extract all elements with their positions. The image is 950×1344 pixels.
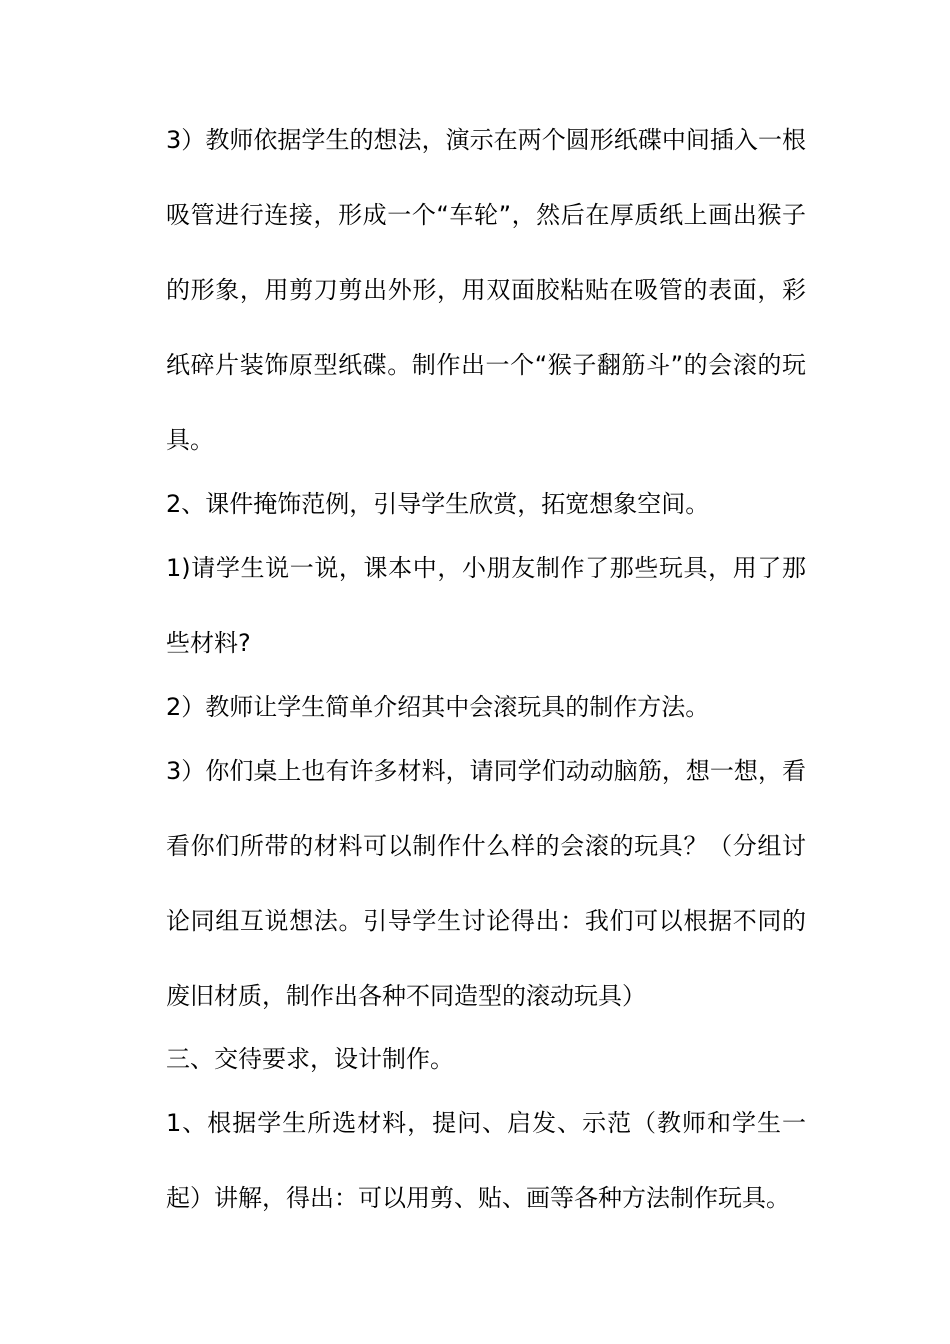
- paragraph-line-1: 3）教师依据学生的想法，演示在两个圆形纸碟中间插入一根: [166, 126, 806, 154]
- paragraph-line-15: 1、根据学生所选材料，提问、启发、示范（教师和学生一: [166, 1109, 806, 1137]
- paragraph-line-8: 些材料?: [166, 629, 251, 657]
- paragraph-line-10: 3）你们桌上也有许多材料，请同学们动动脑筋，想一想，看: [166, 757, 806, 785]
- paragraph-line-5: 具。: [166, 426, 214, 454]
- paragraph-line-12: 论同组互说想法。引导学生讨论得出：我们可以根据不同的: [166, 907, 806, 935]
- paragraph-line-11: 看你们所带的材料可以制作什么样的会滚的玩具？（分组讨: [166, 832, 806, 860]
- paragraph-line-9: 2）教师让学生简单介绍其中会滚玩具的制作方法。: [166, 693, 710, 721]
- paragraph-line-13: 废旧材质，制作出各种不同造型的滚动玩具）: [166, 982, 646, 1010]
- paragraph-line-16: 起）讲解，得出：可以用剪、贴、画等各种方法制作玩具。: [166, 1184, 790, 1212]
- paragraph-line-4: 纸碎片装饰原型纸碟。制作出一个“猴子翻筋斗”的会滚的玩: [166, 351, 806, 379]
- section-heading-3: 三、交待要求，设计制作。: [166, 1045, 454, 1073]
- paragraph-line-7: 1)请学生说一说，课本中，小朋友制作了那些玩具，用了那: [166, 554, 806, 582]
- paragraph-line-6: 2、课件掩饰范例，引导学生欣赏，拓宽想象空间。: [166, 490, 710, 518]
- paragraph-line-2: 吸管进行连接，形成一个“车轮”，然后在厚质纸上画出猴子: [166, 201, 806, 229]
- paragraph-line-3: 的形象，用剪刀剪出外形，用双面胶粘贴在吸管的表面，彩: [166, 276, 806, 304]
